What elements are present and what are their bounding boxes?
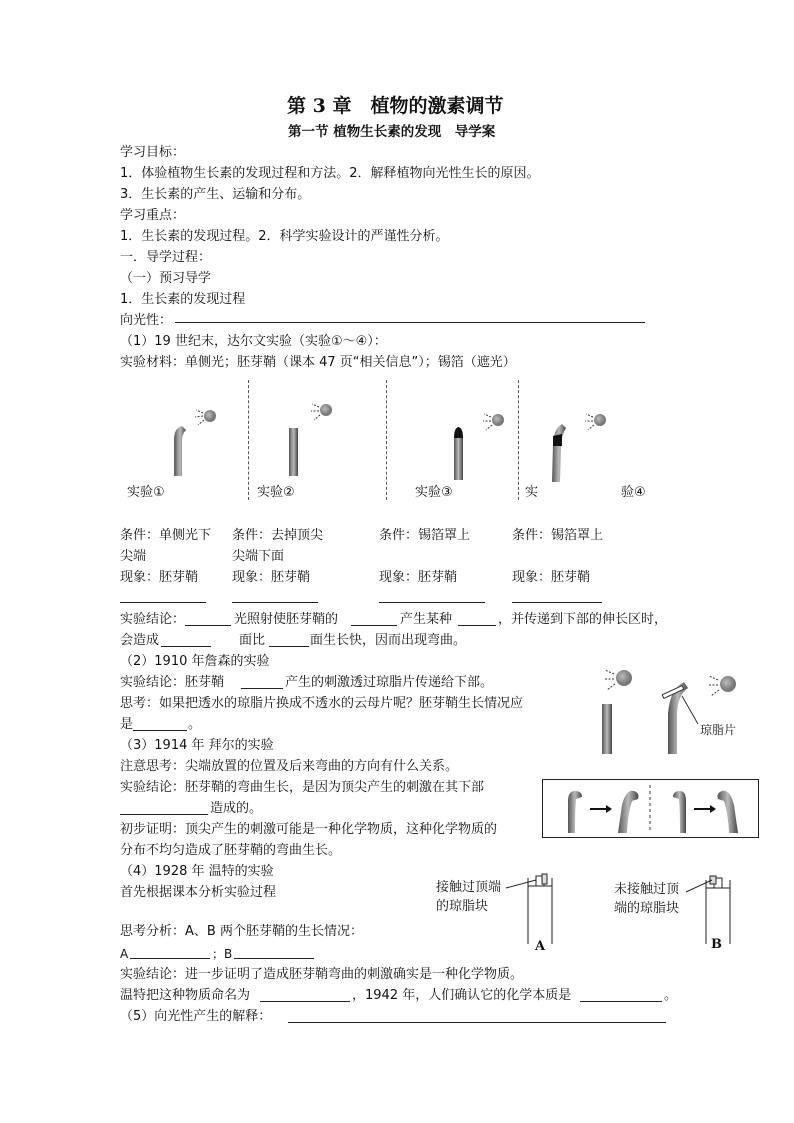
blank[interactable] [120,814,208,815]
went-seedling-b [680,870,740,956]
condition-1: 条件：单侧光下 [120,528,212,543]
phenomenon-4: 现象：胚芽鞘 [512,570,591,585]
blank[interactable] [185,625,231,626]
went-label-b: 未接触过顶 [614,882,680,897]
paal-conclusion-end: 造成的。 [210,801,263,816]
experiment-4-figure [542,398,614,484]
phenomenon-1: 现象：胚芽鞘 [120,570,199,585]
went-label-a-cont: 的琼脂块 [436,899,489,914]
explain-blank[interactable] [288,1022,666,1023]
phototropism-blank[interactable] [175,322,645,323]
page-title: 第 3 章 植物的激素调节 [287,95,504,117]
phenomenon-4-blank[interactable] [512,602,602,603]
darwin-conclusion-text: 光照射使胚芽鞘的 [234,612,339,627]
phenomenon-3-blank[interactable] [379,602,485,603]
went-a-label: A [120,947,129,961]
condition-2: 条件：去掉顶尖 [232,528,324,543]
condition-4: 条件：锡箔罩上 [512,528,604,543]
paal-prelim-cont: 分布不均匀造成了胚芽鞘的弯曲生长。 [120,843,342,858]
key-line-1: 1．生长素的发现过程。2．科学实验设计的严谨性分析。 [120,229,449,244]
divider-line [518,380,519,500]
went-think: 思考分析：A、B 两个胚芽鞘的生长情况： [120,924,363,939]
paal-figure [542,779,759,838]
paal-conclusion: 实验结论：胚芽鞘的弯曲生长，是因为顶尖产生的刺激在其下部 [120,780,485,795]
boysen-jensen-figure [592,664,752,758]
went-label-a: 接触过顶端 [436,880,502,895]
darwin-conclusion-text: 产生某种 [400,612,453,627]
boysen-think: 思考：如果把透水的琼脂片换成不透水的云母片呢？胚芽鞘生长情况应 [120,696,524,711]
preview-heading: （一）预习导学 [120,271,212,286]
darwin-conclusion-text: 面生长快，因而出现弯曲。 [310,633,467,648]
darwin-conclusion-label: 实验结论： [120,612,186,627]
darwin-conclusion-text: 面比 [239,633,266,648]
agar-label: 琼脂片 [700,723,737,737]
blank[interactable] [161,646,211,647]
went-first: 首先根据课本分析实验过程 [120,885,277,900]
condition-2-cont: 尖端下面 [232,549,285,564]
blank[interactable] [458,625,496,626]
went-named-cont: ，1942 年，人们确认它的化学本质是 [352,988,572,1003]
boysen-conclusion-text: 产生的刺激透过琼脂片传递给下部。 [285,675,494,690]
exp-1-label: 实验① [127,485,165,500]
blank[interactable] [133,730,187,731]
went-conclusion: 实验结论：进一步证明了造成胚芽鞘弯曲的刺激确实是一种化学物质。 [120,967,524,982]
darwin-conclusion-text: ，并传递到下部的伸长区时， [498,612,668,627]
exp-2-label: 实验② [257,485,295,500]
blank[interactable] [241,688,283,689]
went-seedling-a [500,868,560,954]
experiment-2-figure [282,398,344,478]
blank[interactable] [351,625,397,626]
experiment-1-figure [160,398,222,478]
discovery-heading: 1．生长素的发现过程 [120,292,246,307]
divider-line [386,380,387,500]
went-label-b-cont: 端的琼脂块 [614,901,680,916]
boysen-think-end: 。 [188,717,202,732]
exp-4-label-start: 实 [525,485,539,500]
darwin-materials: 实验材料：单侧光；胚芽鞘（课本 47 页“相关信息”）；锡箔（遮光） [120,355,516,370]
blank[interactable] [269,646,309,647]
boysen-think-cont: 是 [120,717,134,732]
condition-1-cont: 尖端 [120,549,147,564]
went-a-blank[interactable] [130,958,210,959]
phototropism-label: 向光性： [120,313,173,328]
experiment-3-figure [440,398,510,480]
objective-line-2: 3．生长素的产生、运输和分布。 [120,187,311,202]
phenomenon-2-blank[interactable] [232,602,318,603]
exp-4-label-end: 验④ [621,485,646,500]
went-b-label: ；B [212,947,233,961]
phenomenon-3: 现象：胚芽鞘 [379,570,458,585]
boysen-conclusion-label: 实验结论：胚芽鞘 [120,675,225,690]
condition-3: 条件：锡箔罩上 [379,528,471,543]
blank[interactable] [580,1001,662,1002]
explain-heading: （5）向光性产生的解释： [120,1009,272,1024]
paal-heading: （3）1914 年 拜尔的实验 [120,738,274,753]
went-letter-a: A [535,939,546,954]
phenomenon-2: 现象：胚芽鞘 [232,570,311,585]
went-named: 温特把这种物质命名为 [120,988,251,1003]
went-heading: （4）1928 年 温特的实验 [120,864,274,879]
phenomenon-1-blank[interactable] [120,602,206,603]
key-heading: 学习重点： [120,208,186,223]
objectives-heading: 学习目标： [120,145,186,160]
divider-line [248,380,249,500]
went-letter-b: B [711,937,722,952]
exp-3-label: 实验③ [415,485,453,500]
went-b-blank[interactable] [234,958,314,959]
darwin-heading: （1）19 世纪末，达尔文实验（实验①～④）： [120,334,387,349]
process-heading: 一．导学过程： [120,250,212,265]
boysen-heading: （2）1910 年詹森的实验 [120,654,270,669]
darwin-conclusion-text: 会造成 [120,633,160,648]
went-named-end: 。 [664,988,678,1003]
paal-prelim: 初步证明：顶尖产生的刺激可能是一种化学物质，这种化学物质的 [120,822,498,837]
page-subtitle: 第一节 植物生长素的发现 导学案 [288,124,496,140]
objective-line-1: 1．体验植物生长素的发现过程和方法。2．解释植物向光性生长的原因。 [120,166,540,181]
paal-note: 注意思考：尖端放置的位置及后来弯曲的方向有什么关系。 [120,759,459,774]
blank[interactable] [260,1001,350,1002]
